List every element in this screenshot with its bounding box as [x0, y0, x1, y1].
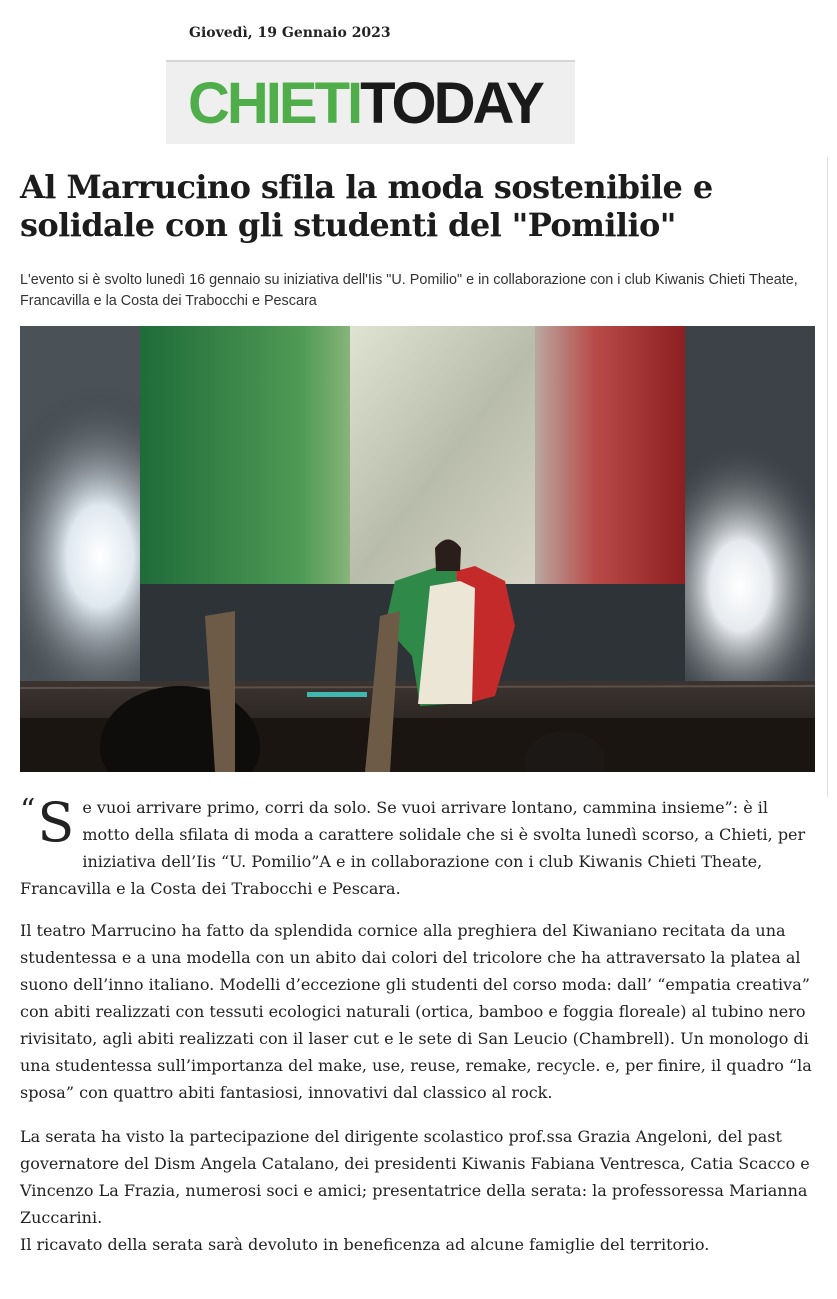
- article-paragraph-line: La serata ha visto la partecipazione del dirigente scolastico prof.ssa Grazia Angeloni, del past governatore del Dism Angela Catalano, dei presidenti Kiwanis Fabiana Ventresca, Catia Scacco e Vincenzo La Frazia, numerosi soci e amici; presentatrice della serata: la professoressa Marianna Zuccarini.: [20, 1127, 810, 1227]
- article-paragraph-line: Il ricavato della serata sarà devoluto in beneficenza ad alcune famiglie del territorio.: [20, 1235, 710, 1254]
- lead-dropcap: S: [37, 791, 75, 854]
- lead-quote-mark: “: [20, 793, 36, 828]
- column-divider: [827, 157, 828, 797]
- masthead[interactable]: [166, 60, 575, 144]
- logo-chieti: CHIETI: [188, 71, 361, 136]
- article-photo: [20, 326, 815, 772]
- site-logo[interactable]: [188, 72, 542, 136]
- article-paragraph: Il teatro Marrucino ha fatto da splendida cornice alla preghiera del Kiwaniano recitata da una studentessa e a una modella con un abito dai colori del tricolore che ha attraversato la platea al suono dell’inno italiano. Modelli d’eccezione gli studenti del corso moda: dall’ “empatia creativa” con abiti realizzati con tessuti ecologici naturali (ortica, bamboo e foggia floreale) al tubino nero rivisitato, agli abiti realizzati con il laser cut e le sete di San Leucio (Chambrell). Un monologo di una studentessa sull’importanza del make, use, reuse, remake, recycle. e, per finire, il quadro “la sposa” con quattro abiti fantasiosi, innovativi dal classico al rock.: [20, 921, 812, 1102]
- lead-text: e vuoi arrivare primo, corri da solo. Se vuoi arrivare lontano, cammina insieme”: è il motto della sfilata di moda a carattere solidale che si è svolta lunedì scorso, a Chieti, per iniziativa dell’Iis “U. Pomilio”A e in collaborazione con i club Kiwanis Chieti Theate, Francavilla e la Costa dei Trabocchi e Pescara.: [20, 798, 806, 898]
- article-title: Al Marrucino sfila la moda sostenibile e solidale con gli studenti del "Pomilio": [20, 168, 713, 244]
- publication-date: Giovedì, 19 Gennaio 2023: [189, 25, 391, 41]
- article-subtitle: L'evento si è svolto lunedì 16 gennaio su iniziativa dell'Iis "U. Pomilio" e in collaborazione con i club Kiwanis Chieti Theate, Francavilla e la Costa dei Trabocchi e Pescara: [20, 272, 798, 309]
- article-paragraph: [20, 1123, 820, 1258]
- article-lead: [20, 791, 820, 902]
- logo-today: TODAY: [360, 71, 542, 136]
